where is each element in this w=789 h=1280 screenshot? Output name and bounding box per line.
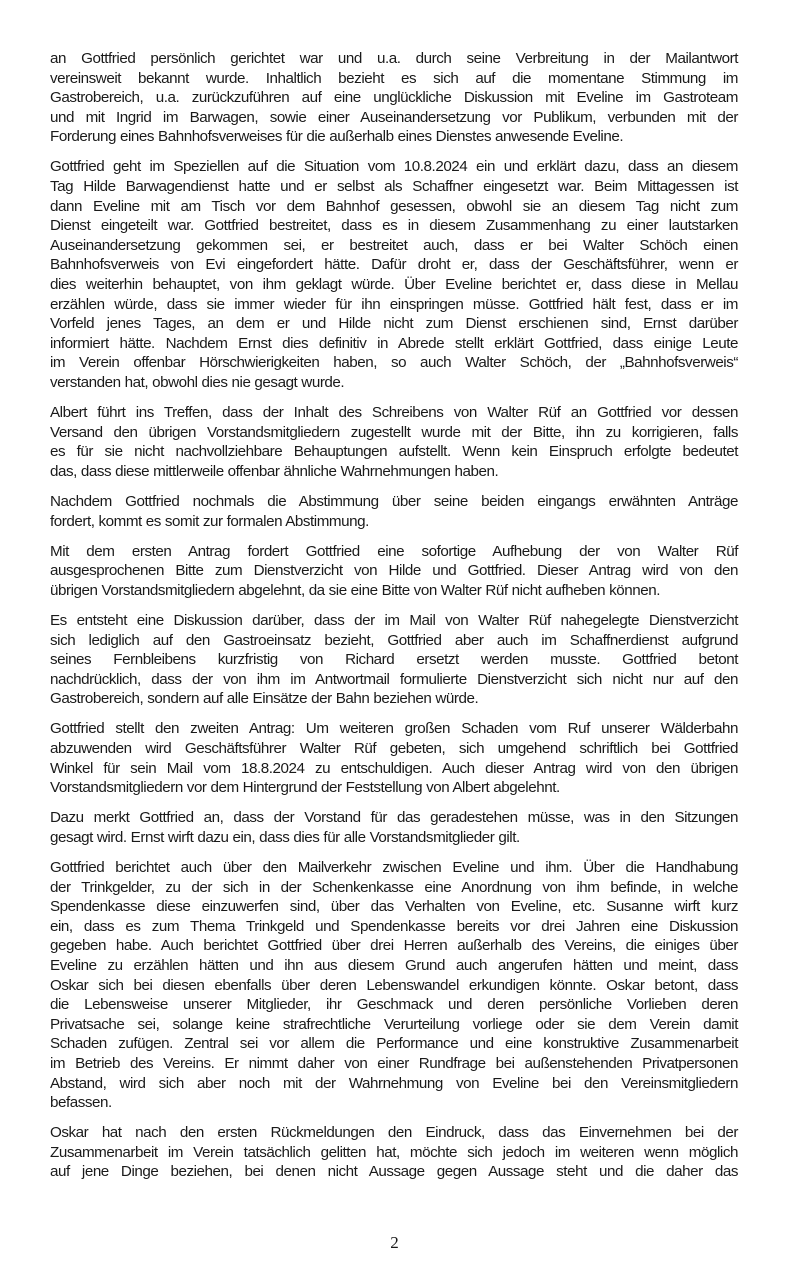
text-line: Nachdem Gottfried nochmals die Abstimmung über seine beiden eingangs erwähnten Anträge <box>50 492 738 510</box>
text-line: ein, dass es zum Thema Trinkgeld und Spendenkasse bereits vor drei Jahren eine Diskussion <box>50 917 738 935</box>
text-line: und mit Ingrid im Barwagen, sowie einer Auseinandersetzung vor Publikum, verbunden mit der <box>50 108 738 126</box>
paragraph <box>50 808 738 847</box>
text-line: Oskar sich bei diesen ebenfalls über deren Lebenswandel erkundigen könnte. Oskar betont, dass <box>50 976 738 994</box>
text-line: Abstand, wird sich aber noch mit der Wahrnehmung von Eveline bei den Vereinsmitgliedern <box>50 1074 738 1092</box>
text-line: Oskar hat nach den ersten Rückmeldungen den Eindruck, dass das Einvernehmen bei der <box>50 1124 738 1142</box>
text-line: Tag Hilde Barwagendienst hatte und er selbst als Schaffner eingesetzt war. Beim Mittagessen ist <box>50 178 738 196</box>
text-line: Gottfried geht im Speziellen auf die Situation vom 10.8.2024 ein und erklärt dazu, dass an diesem <box>50 158 738 176</box>
text-line: Dienst eingeteilt war. Gottfried bestreitet, dass es in diesem Zusammenhang zu einer lautstarken <box>50 217 738 235</box>
text-line: Albert führt ins Treffen, dass der Inhalt des Schreibens von Walter Rüf an Gottfried vor dessen <box>50 404 738 422</box>
text-line: Auseinandersetzung gekommen sei, er bestreitet auch, dass er bei Walter Schöch einen <box>50 236 738 254</box>
text-line: erzählen würde, dass sie immer wieder für ihn einspringen müsse. Gottfried hält fest, dass er im <box>50 295 738 313</box>
text-line: Bahnhofsverweis von Evi eingefordert hätte. Dafür droht er, dass der Geschäftsführer, wenn er <box>50 256 738 274</box>
text-line: Forderung eines Bahnhofsverweises für die außerhalb eines Dienstes anwesende Eveline. <box>50 128 624 146</box>
text-line: Zusammenarbeit im Verein tatsächlich gelitten hat, möchte sich jedoch im weiteren wenn möglich <box>50 1143 738 1161</box>
text-line: im Verein offenbar Hörschwierigkeiten haben, so auch Walter Schöch, der „Bahnhofsverweis“ <box>50 354 738 372</box>
text-line: Vorfeld jenes Tages, an dem er und Hilde nicht zum Dienst erschienen sind, Ernst darüber <box>50 315 738 333</box>
text-line: Versand den übrigen Vorstandsmitgliedern zugestellt wurde mit der Bitte, ihn zu korrigieren, falls <box>50 423 738 441</box>
text-line: Gottfried stellt den zweiten Antrag: Um weiteren großen Schaden vom Ruf unserer Wälderbahn <box>50 720 738 738</box>
paragraph <box>50 49 738 147</box>
text-line: seines Fernbleibens kurzfristig von Richard ersetzt werden musste. Gottfried betont <box>50 651 738 669</box>
text-line: Vorstandsmitgliedern vor dem Hintergrund der Feststellung von Albert abgelehnt. <box>50 779 560 797</box>
text-line: Schaden zufügen. Zentral sei vor allem die Performance und eine konstruktive Zusammenarbeit <box>50 1035 738 1053</box>
text-line: die Lebensweise unserer Mitglieder, ihr Geschmack und deren persönliche Vorlieben deren <box>50 996 738 1014</box>
text-line: Spendenkasse diese einzuwerfen sind, über das Verhalten von Eveline, etc. Susanne wirft kurz <box>50 898 738 916</box>
text-line: verstanden hat, obwohl dies nie gesagt wurde. <box>50 374 345 391</box>
text-line: sich lediglich auf den Gastroeinsatz bezieht, Gottfried aber auch im Schaffnerdienst aufgrund <box>50 631 738 649</box>
text-line: im Betrieb des Vereins. Er nimmt daher von einer Rundfrage bei außenstehenden Privatpersonen <box>50 1054 738 1072</box>
paragraph <box>50 403 738 481</box>
text-line: dann Eveline mit am Tisch vor dem Bahnhof gesessen, obwohl sie an diesem Tag nicht zum <box>50 197 738 215</box>
text-line: gesagt wird. Ernst wirft dazu ein, dass dies für alle Vorstandsmitglieder gilt. <box>50 828 520 846</box>
text-line: Gottfried berichtet auch über den Mailverkehr zwischen Eveline und ihm. Über die Handhabung <box>50 858 738 876</box>
body-text <box>50 49 738 1192</box>
paragraph <box>50 492 738 531</box>
text-line: vereinsweit bekannt wurde. Inhaltlich bezieht es sich auf die momentane Stimmung im <box>50 69 738 87</box>
paragraph <box>50 719 738 797</box>
text-line: auf jene Dinge beziehen, bei denen nicht Aussage gegen Aussage steht und die daher das <box>50 1163 738 1181</box>
paragraph <box>50 1123 738 1182</box>
text-line: Winkel für sein Mail vom 18.8.2024 zu entschuldigen. Auch dieser Antrag wird von den übrigen <box>50 759 738 777</box>
text-line: es für sie nicht nachvollziehbare Behauptungen aufstellt. Wenn kein Einspruch erfolgte bedeutet <box>50 443 738 461</box>
text-line: Dazu merkt Gottfried an, dass der Vorstand für das geradestehen müsse, was in den Sitzungen <box>50 809 738 827</box>
text-line: übrigen Vorstandsmitgliedern abgelehnt, da sie eine Bitte von Walter Rüf nicht aufheben können. <box>50 581 661 599</box>
text-line: nachdrücklich, dass der von ihm im Antwortmail formulierte Dienstverzicht sich nicht nur auf den <box>50 670 738 688</box>
text-line: befassen. <box>50 1094 112 1112</box>
text-line: dies weiterhin behauptet, von ihm geklagt würde. Über Eveline berichtet er, dass diese in Mellau <box>50 276 738 294</box>
text-line: Eveline zu erzählen hätten und ihn aus diesem Grund auch angerufen hätten und meint, dass <box>50 956 738 974</box>
text-line: Es entsteht eine Diskussion darüber, dass der im Mail von Walter Rüf nahegelegte Dienstverzicht <box>50 611 738 629</box>
text-line: Mit dem ersten Antrag fordert Gottfried eine sofortige Aufhebung der von Walter Rüf <box>50 542 738 560</box>
paragraph <box>50 157 738 392</box>
text-line: gegeben habe. Auch berichtet Gottfried über drei Herren außerhalb des Vereins, die einiges über <box>50 937 738 955</box>
text-line: Gastrobereich, sondern auf alle Einsätze der Bahn beziehen würde. <box>50 690 479 708</box>
paragraph <box>50 611 738 709</box>
paragraph <box>50 542 738 601</box>
text-line: der Trinkgelder, zu der sich in der Schenkenkasse eine Anordnung von ihm befinde, in welche <box>50 878 738 896</box>
text-line: Gastrobereich, u.a. zurückzuführen auf eine unglückliche Diskussion mit Eveline im Gastroteam <box>50 89 738 107</box>
text-line: ausgesprochenen Bitte zum Dienstverzicht von Hilde und Gottfried. Dieser Antrag wird von den <box>50 562 738 580</box>
text-line: Privatsache sei, solange keine strafrechtliche Verurteilung vorliege oder sie dem Verein damit <box>50 1015 738 1033</box>
text-line: fordert, kommt es somit zur formalen Abstimmung. <box>50 512 369 530</box>
text-line: informiert hätte. Nachdem Ernst dies definitiv in Abrede stellt erklärt Gottfried, dass einige Leute <box>50 334 738 352</box>
text-line: das, dass diese mittlerweile offenbar ähnliche Wahrnehmungen haben. <box>50 462 499 480</box>
paragraph <box>50 858 738 1113</box>
text-line: abzuwenden wird Geschäftsführer Walter Rüf gebeten, sich umgehend schriftlich bei Gottfried <box>50 740 738 757</box>
page-number: 2 <box>390 1233 399 1252</box>
text-line: an Gottfried persönlich gerichtet war und u.a. durch seine Verbreitung in der Mailantwort <box>50 50 738 67</box>
